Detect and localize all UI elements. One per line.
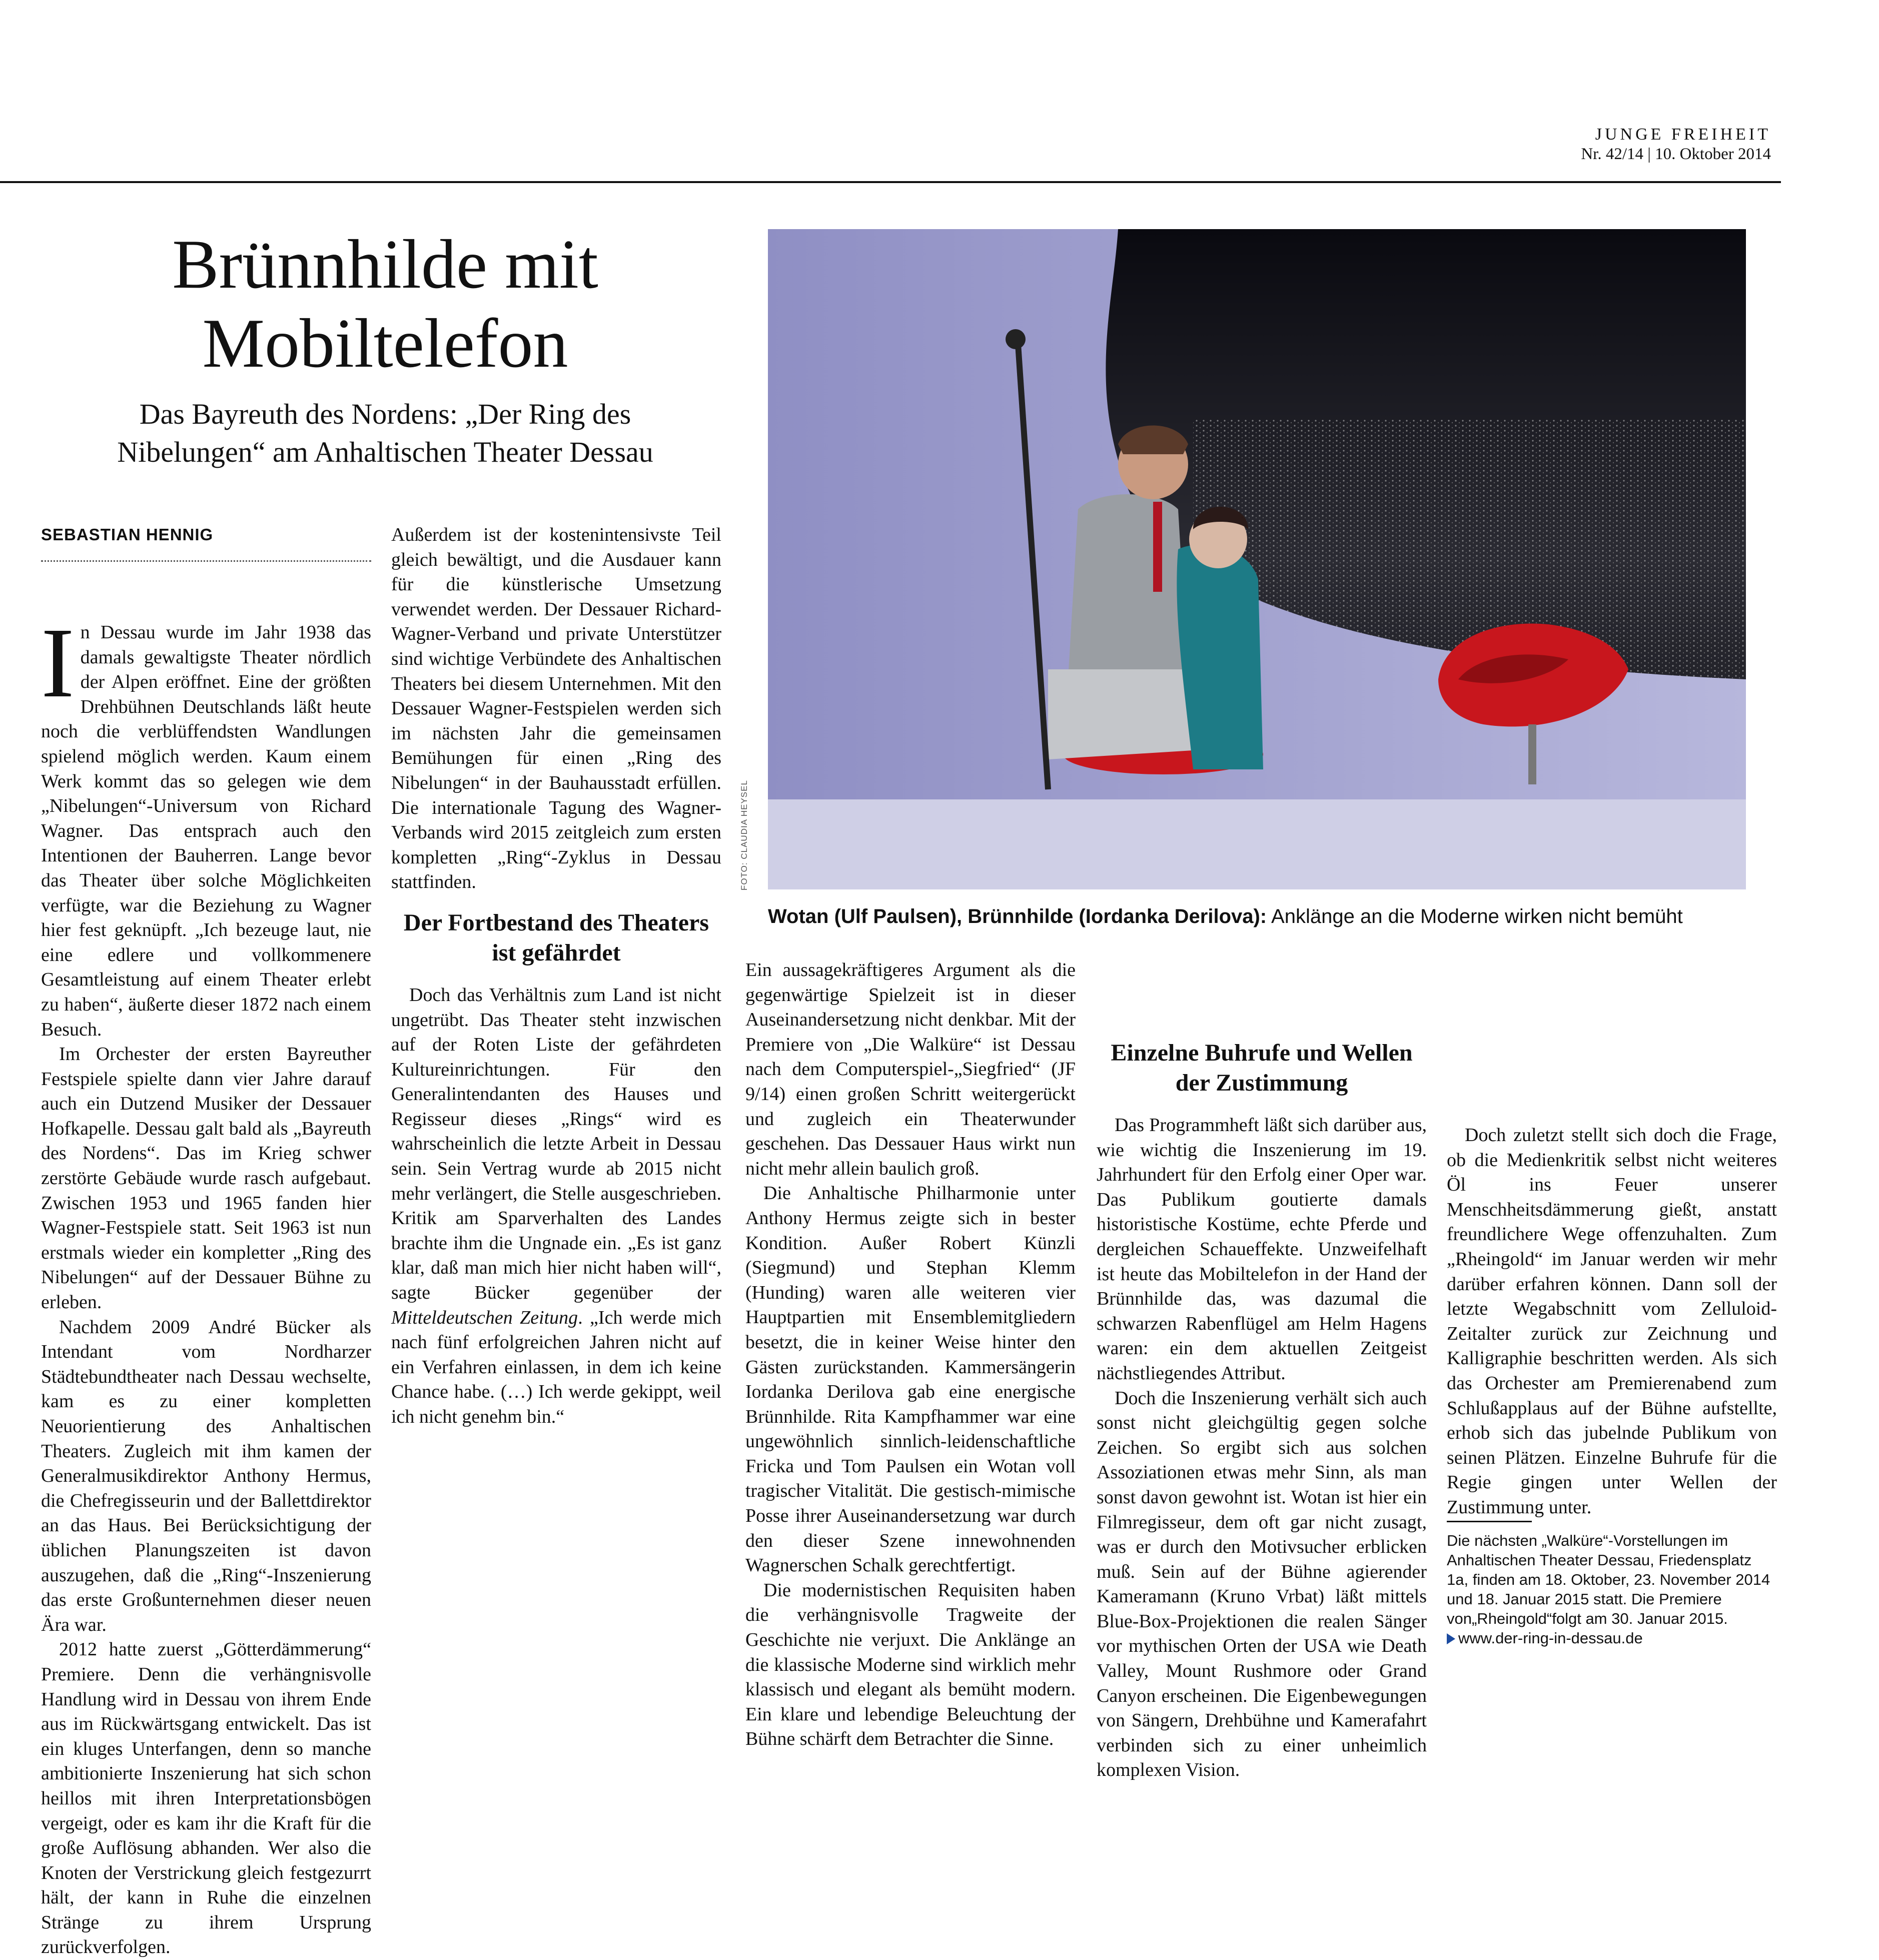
article-column-2 [391, 523, 721, 1430]
section-heading: Der Fortbestand des Theaters ist gefährdet [403, 909, 709, 966]
paragraph: Doch zuletzt stellt sich doch die Frage, ob die Medienkritik selbst nicht weiteres Öl ins Feuer unserer Menschheitsdämmerung gießt, anstatt freundlichere Wege offenzuhalten. Zum „Rheingold“ im Januar werden wir mehr darüber erfahren können. Dann soll der letzte Wegabschnitt vom Zelluloid-Zeitalter zurück zur Zeichnung und Kalligraphie beschritten werden. Als sich das Orchester am Premierenabend zum Schlußapplaus auf der Bühne aufstellte, erhob sich das jubelnde Publikum von seinen Plätzen. Einzelne Buhrufe für die Regie gingen unter Wellen der Zustimmung unter. [1447, 1125, 1777, 1518]
website-link[interactable] [1447, 1628, 1777, 1648]
footnote-text: Die nächsten „Walküre“-Vorstellungen im Anhaltischen Theater Dessau, Friedensplatz 1a, finden am 18. Oktober, 23. November 2014 und 18. Januar 2015 statt. Die Premiere von„Rheingold“folgt am 30. Januar 2015. [1447, 1532, 1770, 1627]
paragraph: Die Anhaltische Philharmonie unter Anthony Hermus zeigte sich in bester Kondition. Außer Robert Künzli (Siegmund) und Stephan Klemm (Hunding) waren alle weiteren vier Hauptpartien mit Ensemblemitgliedern besetzt, die in keiner Weise hinter den Gästen zurückstanden. Kammersängerin Iordanka Derilova gab eine energische Brünnhilde. Rita Kampfhammer war eine ungewöhnlich sinnlich-leidenschaftliche Fricka und Tom Paulsen ein Wotan voll tragischer Vitalität. Die gestisch-mimische Posse ihrer Auseinandersetzung war durch den dieser Szene innewohnenden Wagnerschen Schalk gerechtfertigt. [745, 1183, 1076, 1576]
newspaper-name: JUNGE FREIHEIT [1595, 125, 1771, 144]
arrow-right-icon [1447, 1633, 1455, 1644]
caption-names: Wotan (Ulf Paulsen), Brünnhilde (Iordanka Derilova): [768, 905, 1267, 927]
article-column-4 [1097, 958, 1427, 1783]
article-headline: Brünnhilde mit Mobiltelefon [172, 226, 598, 382]
footnote [1447, 1531, 1777, 1648]
paragraph: Im Orchester der ersten Bayreuther Festspiele spielte dann vier Jahre darauf auch ein Dutzend Musiker der Dessauer Hofkapelle. Dessau galt bald als „Bayreuth des Nordens“. Das im Krieg schwer zerstörte Gebäude wurde rasch aufgebaut. Zwischen 1953 und 1965 fanden hier Wagner-Festspiele statt. Seit 1963 ist nun erstmals wieder ein kompletter „Ring des Nibelungen“ auf der Dessauer Bühne zu erleben. [41, 1044, 371, 1313]
paragraph-text: Doch das Verhältnis zum Land ist nicht ungetrübt. Das Theater steht inzwischen auf der Roten Liste der gefährdeten Kultureinrichtungen. Für den Generalintendanten des Hauses und Regisseur dieses „Rings“ wird es wahrscheinlich die letzte Arbeit in Dessau sein. Sein Vertrag wurde ab 2015 nicht mehr verlängert, die Stelle ausgeschrieben. Kritik am Sparverhalten des Landes brachte ihm die Ungnade ein. „Es ist ganz klar, daß man mich hier nicht haben will“, sagte Bücker gegenüber der [391, 984, 721, 1304]
article-subhead: Das Bayreuth des Nordens: „Der Ring des Nibelungen“ am Anhaltischen Theater Dessau [117, 398, 653, 468]
paragraph [391, 983, 721, 1430]
article-column-3 [745, 958, 1076, 1752]
byline-divider [41, 560, 371, 562]
paragraph: 2012 hatte zuerst „Götterdämmerung“ Premiere. Denn die verhängnisvolle Handlung wird in Dessau von ihrem Ende aus im Rückwärtsgang entwickelt. Das ist ein kluges Unterfangen, denn so manche ambitionierte Inszenierung hat sich schon heillos mit ihren Interpretationsbögen vergeigt, oder es kam ihr die Kraft für die große Auflösung abhanden. Wer also die Knoten der Verstrickung gleich festgezurrt hält, der kann in Ruhe die einzelnen Stränge zu ihrem Ursprung zurückverfolgen. [41, 1639, 371, 1958]
section-heading: Einzelne Buhrufe und Wellen der Zustimmung [1111, 1040, 1413, 1096]
drop-cap: I [41, 608, 75, 718]
paragraph: Ein aussagekräftigeres Argument als die gegenwärtige Spielzeit ist in dieser Auseinandersetzung nicht denkbar. Mit der Premiere von „Die Walküre“ ist Dessau nach dem Computerspiel-„Siegfried“ (JF 9/14) einen großen Schritt weitergerückt und zugleich ein Theaterwunder geschehen. Das Dessauer Haus wirkt nun nicht mehr allein baulich groß. [745, 959, 1076, 1179]
paragraph [41, 608, 371, 1042]
byline: SEBASTIAN HENNIG [41, 525, 214, 544]
website-url[interactable]: www.der-ring-in-dessau.de [1458, 1629, 1643, 1647]
stage-photo [768, 229, 1746, 889]
issue-date: Nr. 42/14 | 10. Oktober 2014 [1581, 145, 1771, 163]
masthead [1451, 125, 1771, 164]
paragraph: Nachdem 2009 André Bücker als Intendant vom Nordharzer Städtebundtheater nach Dessau wechselte, kam es zu einer kompletten Neuorientierung des Anhaltischen Theaters. Zugleich mit ihm kamen der Generalmusikdirektor Anthony Hermus, die Chefregisseurin und der Ballettdirektor an das Haus. Bei Berücksichtigung der üblichen Planungszeiten ist davon auszugehen, daß die „Ring“-Inszenierung das erste Großunternehmen dieser neuen Ära war. [41, 1316, 371, 1635]
paragraph: Das Programmheft läßt sich darüber aus, wie wichtig die Inszenierung im 19. Jahrhundert für den Erfolg einer Oper war. Das Publikum goutierte damals historistische Kostüme, echte Pferde und dergleichen Schaueffekte. Unzweifelhaft ist heute das Mobiltelefon in der Hand der Brünnhilde das, was dazumal die schwarzen Rabenflügel am Helm Hagens waren: ein dem aktuellen Zeitgeist nächstliegendes Attribut. [1097, 1115, 1427, 1384]
paragraph: Doch die Inszenierung verhält sich auch sonst nicht gleichgültig gegen solche Zeichen. So ergibt sich aus solchen Assoziationen etwas mehr Sinn, als man sonst davon gewohnt ist. Wotan ist hier ein Filmregisseur, dem oft gar nicht zusagt, was er durch den Motivsucher erblicken muß. Sein auf der Bühne agierender Kameramann (Kruno Vrbat) läßt mittels Blue-Box-Projektionen die realen Sänger vor mythischen Orten der USA wie Death Valley, Mount Rushmore oder Grand Canyon erscheinen. Die Eigenbewegungen von Sängern, Drehbühne und Kamerafahrt verbinden sich zu einer unheimlich komplexen Vision. [1097, 1387, 1427, 1781]
photo-credit: FOTO: CLAUDIA HEYSEL [739, 780, 749, 890]
paragraph: Die modernistischen Requisiten haben die verhängnisvolle Tragweite der Geschichte nie verjuxt. Die Anklänge an die klassische Moderne sind wirklich mehr klassisch und elegant als bemüht modern. Ein klare und lebendige Beleuchtung der Bühne schärft dem Betrachter die Sinne. [745, 1579, 1076, 1750]
header-rule [0, 181, 1781, 183]
caption-text: Anklänge an die Moderne wirken nicht bemüht [1267, 905, 1683, 927]
newspaper-title: Mitteldeutschen Zeitung [391, 1307, 578, 1328]
paragraph: Außerdem ist der kostenintensivste Teil gleich bewältigt, und die Ausdauer kann für die künstlerische Umsetzung verwendet werden. Der Dessauer Richard-Wagner-Verband und private Unterstützer sind wichtige Verbündete des Anhaltischen Theaters bei diesem Unternehmen. Mit den Dessauer Wagner-Festspielen werden sich im nächsten Jahr die gemeinsamen Bemühungen für einen „Ring des Nibelungen“ in der Bauhausstadt erfüllen. Die internationale Tagung des Wagner-Verbands wird 2015 zeitgleich zum ersten kompletten „Ring“-Zyklus in Dessau stattfinden. [391, 524, 721, 893]
paragraph-text: . „Ich werde mich nach fünf erfolgreichen Jahren nicht auf ein Verfahren einlassen, in dem ich keine Chance habe. (…) Ich werde gekippt, weil ich nicht genehm bin.“ [391, 1307, 721, 1427]
photo-caption [768, 905, 1758, 928]
paragraph-text: n Dessau wurde im Jahr 1938 das damals gewaltigste Theater nördlich der Alpen eröffnet. Eine der größten Drehbühnen Deutschlands läßt heute noch die verblüffendsten Wandlungen spielend möglich werden. Kaum einem Werk kommt das so gelegen wie dem „Nibelungen“-Universum von Richard Wagner. Das entsprach auch den Intentionen der Bauherren. Lange bevor das Theater über solche Möglichkeiten verfügte, war die Beziehung zu Wagner hier fest geknüpft. „Ich bezeuge laut, nie eine edlere und vollkommenere Gesamtleistung auf einem Theater erlebt zu haben“, äußerte dieser 1872 nach einem Besuch. [41, 622, 371, 1040]
article-column-1 [41, 608, 371, 1960]
footnote-divider [1447, 1521, 1532, 1522]
article-column-5 [1447, 958, 1777, 1520]
